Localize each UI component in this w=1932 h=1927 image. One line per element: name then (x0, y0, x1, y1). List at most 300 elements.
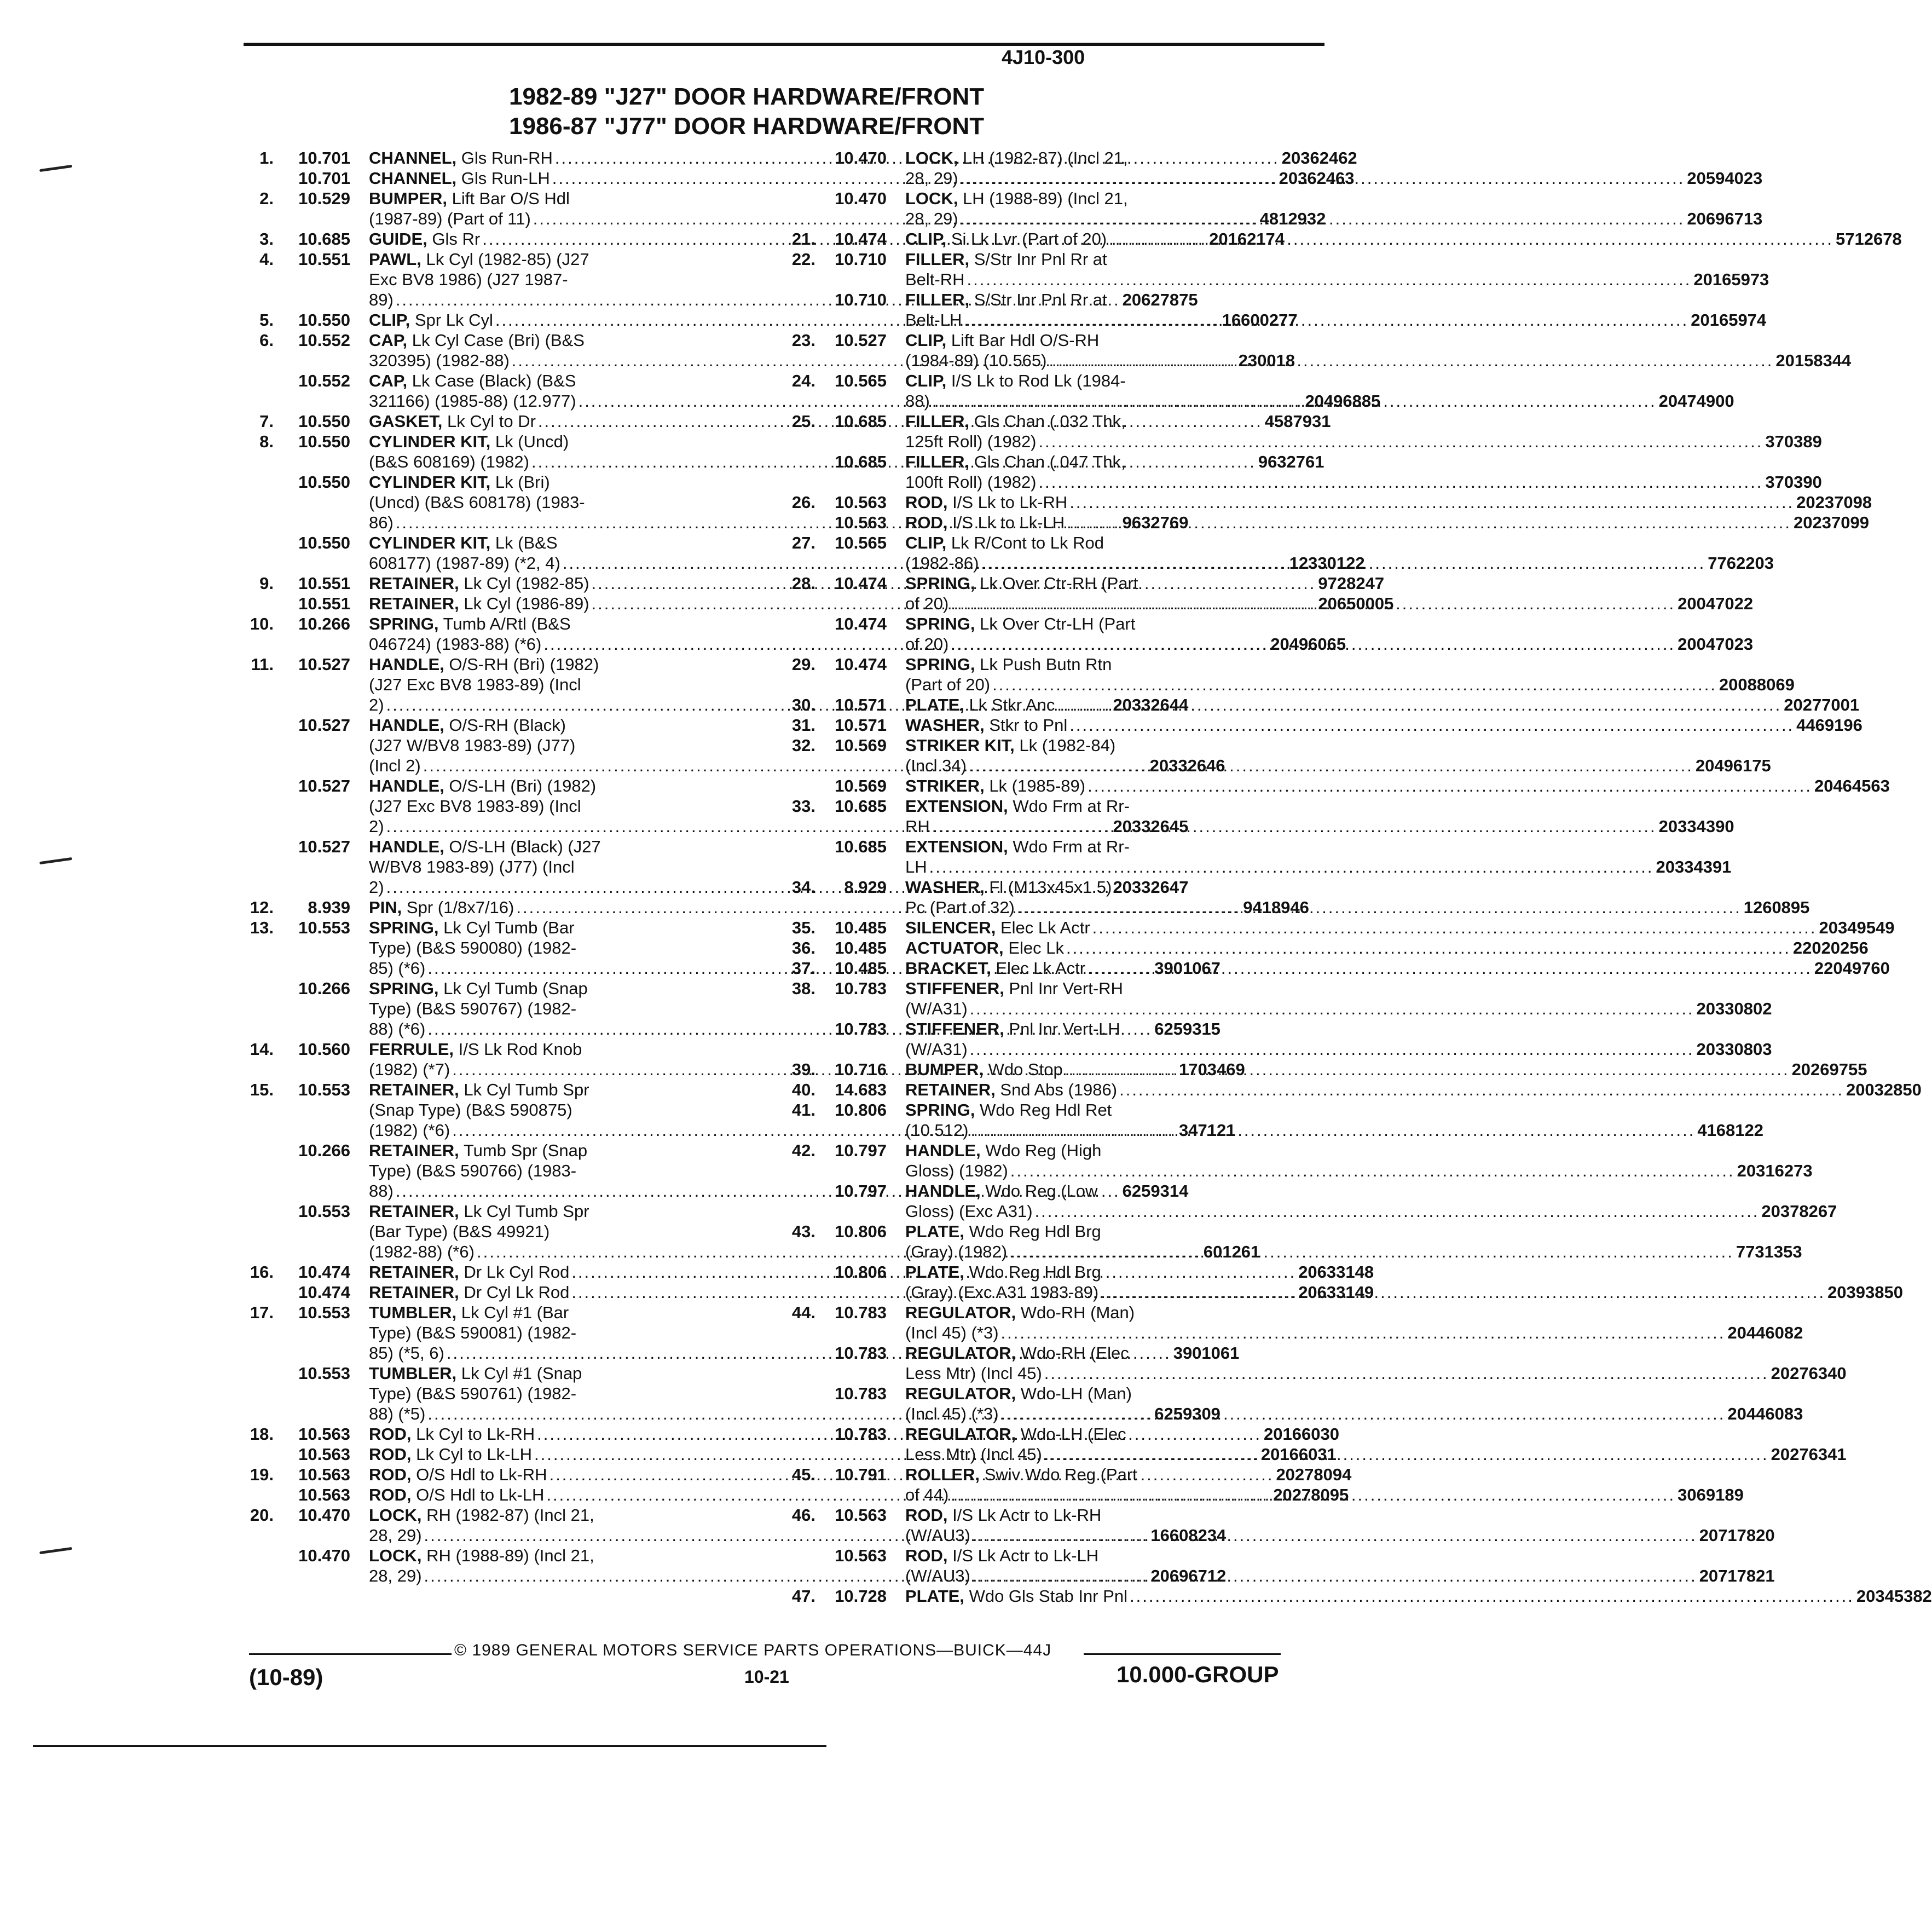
description-line (905, 573, 1753, 593)
part-entry (772, 1383, 1803, 1424)
part-description (905, 533, 1774, 573)
part-name: BUMPER, (369, 189, 447, 208)
description-line (905, 1566, 1775, 1586)
spacer (887, 978, 905, 1019)
description-line (905, 836, 1731, 857)
item-number: 9. (259, 574, 274, 593)
spacer (350, 310, 369, 330)
item-number (230, 533, 274, 573)
group-number: 10.485 (835, 938, 887, 957)
item-number: 44. (791, 1303, 815, 1322)
group-number: 10.571 (835, 695, 887, 714)
item-number: 16. (250, 1262, 274, 1282)
part-number: 20165974 (1691, 310, 1767, 330)
description-text (369, 452, 529, 472)
item-number: 1. (259, 148, 274, 168)
description-text (905, 310, 962, 330)
part-description (905, 654, 1795, 695)
part-name: CAP, (369, 371, 408, 390)
spacer (887, 877, 905, 918)
description-line (905, 1059, 1867, 1080)
group-number: 10.563 (298, 1485, 350, 1504)
group-number: 10.551 (298, 574, 350, 593)
part-entry (772, 1302, 1803, 1343)
spacer (887, 249, 905, 290)
description-text (905, 1485, 948, 1505)
description-text (369, 755, 421, 776)
description-detail: Lk Cyl Tumb Spr (464, 1202, 589, 1221)
part-entry (772, 1545, 1775, 1586)
description-line (905, 188, 1762, 209)
group-number: 10.553 (298, 1303, 350, 1322)
item-number: 45. (791, 1465, 815, 1484)
description-text (369, 331, 585, 350)
item-number: 7. (259, 412, 274, 431)
item-number (230, 1363, 274, 1424)
description-text (369, 1282, 569, 1302)
description-detail: 28, 29) (905, 169, 958, 188)
description-text (905, 938, 1064, 958)
part-name: RETAINER, (369, 1141, 459, 1160)
group-number: 10.569 (835, 736, 887, 755)
description-detail: 28, 29) (369, 1526, 422, 1545)
item-number: 46. (791, 1505, 815, 1525)
part-name: BUMPER, (905, 1060, 984, 1079)
description-line (905, 1262, 1903, 1282)
description-text (905, 655, 1112, 674)
description-detail: (J27 Exc BV8 1983-89) (Incl (369, 797, 581, 816)
description-line (905, 1039, 1772, 1059)
group-number: 10.527 (298, 776, 350, 795)
description-text (905, 472, 1037, 492)
description-detail: of 44) (905, 1485, 949, 1504)
description-detail: Wdo Reg Hdl Ret (980, 1100, 1112, 1120)
leader-dots (961, 209, 1685, 229)
part-name: SPRING, (905, 574, 975, 593)
part-description (905, 1343, 1847, 1383)
description-text (369, 553, 560, 573)
description-text (369, 655, 599, 674)
part-number: 20332645 (1113, 817, 1189, 836)
item-number (230, 1444, 274, 1464)
description-text (369, 837, 601, 856)
part-name: HANDLE, (369, 837, 444, 856)
part-name: PLATE, (905, 695, 964, 714)
description-text (369, 1566, 422, 1586)
description-text (905, 1262, 1101, 1282)
spacer (887, 1019, 905, 1059)
description-text (905, 958, 1085, 978)
item-number (230, 1485, 274, 1505)
description-text (905, 350, 1047, 371)
group-number: 8.939 (308, 898, 350, 917)
description-detail: O/S Hdl to Lk-LH (416, 1485, 545, 1504)
item-number: 36. (791, 938, 815, 957)
item-number: 37. (791, 959, 815, 978)
part-name: HANDLE, (905, 1181, 981, 1201)
description-text (369, 1343, 444, 1363)
description-text (369, 675, 581, 694)
part-number: 16608234 (1150, 1526, 1227, 1545)
spacer (350, 1262, 369, 1282)
item-number: 26. (791, 493, 815, 512)
part-name: WASHER, (905, 716, 985, 735)
part-name: SPRING, (369, 918, 439, 937)
group-number: 10.783 (835, 1424, 887, 1444)
description-detail: O/S-RH (Bri) (1982) (449, 655, 599, 674)
item-number (772, 1262, 815, 1302)
part-description (905, 918, 1894, 938)
group-number: 10.527 (298, 716, 350, 735)
description-detail: Lk Cyl (1982-85) (J27 (426, 250, 589, 269)
spacer (350, 533, 369, 573)
description-line (905, 371, 1734, 391)
description-text (905, 634, 948, 654)
description-text (369, 472, 550, 492)
part-description (905, 452, 1822, 492)
part-number: 20332644 (1113, 695, 1189, 714)
description-line (905, 1161, 1813, 1181)
description-detail: (Gray) (1982) (905, 1242, 1008, 1261)
leader-dots (1130, 1586, 1854, 1606)
description-detail: O/S Hdl to Lk-RH (416, 1465, 547, 1484)
spacer (350, 654, 369, 715)
description-detail: I/S Lk Actr to Lk-RH (952, 1505, 1102, 1525)
top-rule (244, 43, 1324, 46)
item-number: 23. (791, 331, 815, 350)
group-number: 10.783 (835, 979, 887, 998)
part-number: 3901067 (1154, 959, 1220, 978)
description-detail: Lk Cyl Case (Bri) (B&S (412, 331, 585, 350)
group-number: 10.266 (298, 1141, 350, 1160)
scan-mark (39, 857, 72, 864)
spacer (350, 1444, 369, 1464)
part-name: ROD, (369, 1485, 412, 1504)
description-text (905, 1303, 1135, 1322)
item-number (230, 978, 274, 1039)
description-text (905, 797, 1130, 816)
group-number: 10.783 (835, 1019, 887, 1038)
description-detail: (Incl 45) (*3) (905, 1404, 999, 1423)
part-description (905, 290, 1766, 330)
description-detail: Lk Cyl #1 (Snap (461, 1364, 582, 1383)
leader-dots (981, 553, 1705, 573)
description-text (369, 797, 581, 816)
description-line (905, 512, 1869, 533)
description-detail: 046724) (1983-88) (*6) (369, 634, 542, 654)
part-number: 20474900 (1658, 391, 1734, 411)
item-number: 31. (791, 716, 815, 735)
description-detail: Gloss) (1982) (905, 1161, 1008, 1180)
part-number: 20446083 (1727, 1404, 1803, 1423)
part-number: 7731353 (1736, 1242, 1802, 1261)
part-number: 3069189 (1678, 1485, 1744, 1504)
spacer (887, 1262, 905, 1302)
part-entry (772, 512, 1869, 533)
description-text (369, 1323, 576, 1342)
part-name: RETAINER, (369, 1202, 459, 1221)
description-text (369, 1141, 587, 1160)
description-detail: (B&S 608169) (1982) (369, 452, 529, 471)
description-detail: Elec Lk Actr (996, 959, 1086, 978)
part-number: 20334390 (1658, 817, 1734, 836)
description-detail: Pc (Part of 32) (905, 898, 1015, 917)
part-name: SPRING, (369, 979, 439, 998)
item-number: 13. (250, 918, 274, 937)
part-name: CHANNEL, (369, 169, 457, 188)
description-text (905, 412, 1126, 431)
leader-dots (970, 1120, 1695, 1140)
group-number: 10.701 (298, 169, 350, 188)
item-number (230, 1140, 274, 1201)
spacer (350, 411, 369, 431)
part-number: 3901061 (1173, 1343, 1240, 1363)
group-number: 10.701 (298, 148, 350, 168)
description-text (905, 431, 1037, 452)
description-detail: Lk (Uncd) (495, 432, 569, 451)
description-line (905, 1201, 1837, 1221)
description-text (905, 674, 990, 695)
spacer (887, 188, 905, 229)
description-text (905, 1444, 1042, 1464)
description-text (369, 1384, 576, 1403)
group-number: 10.797 (835, 1141, 887, 1160)
part-name: CAP, (369, 331, 408, 350)
description-text (905, 897, 1015, 918)
description-line (905, 1586, 1932, 1606)
group-number: 10.685 (835, 452, 887, 471)
group-number: 10.716 (835, 1060, 887, 1079)
description-detail: Dr Lk Cyl Rod (464, 1262, 570, 1282)
part-name: RETAINER, (905, 1080, 996, 1099)
leader-dots (964, 310, 1688, 330)
description-line (905, 1485, 1744, 1505)
description-detail: (1982) (*6) (369, 1121, 450, 1140)
part-name: STRIKER, (905, 776, 985, 795)
part-name: SPRING, (905, 614, 975, 633)
part-entry (772, 978, 1772, 1019)
part-number: 20633148 (1298, 1262, 1374, 1282)
description-detail: Wdo Stop (988, 1060, 1063, 1079)
part-number: 20464563 (1814, 776, 1890, 795)
part-name: RETAINER, (369, 1080, 459, 1099)
group-number: 10.685 (835, 797, 887, 816)
part-number: 20393850 (1827, 1283, 1903, 1302)
group-number: 10.550 (298, 310, 350, 330)
part-number: 230018 (1238, 351, 1295, 370)
item-number: 17. (250, 1303, 274, 1322)
description-detail: I/S Lk to Rod Lk (1984- (951, 371, 1126, 390)
description-detail: Type) (B&S 590081) (1982- (369, 1323, 577, 1342)
item-number (772, 148, 815, 188)
group-number: 10.527 (298, 837, 350, 856)
description-line (905, 269, 1769, 290)
description-detail: I/S Lk Rod Knob (458, 1040, 582, 1059)
item-number (772, 1019, 815, 1059)
group-number: 10.470 (298, 1546, 350, 1565)
description-text (369, 209, 531, 229)
leader-dots (1057, 695, 1781, 715)
spacer (887, 573, 905, 614)
description-line (905, 918, 1894, 938)
description-text (369, 614, 571, 633)
part-number: 12330122 (1289, 553, 1365, 573)
spacer (887, 1100, 905, 1140)
description-detail: Wdo-LH (Man) (1020, 1384, 1132, 1403)
spacer (350, 330, 369, 371)
description-text (369, 533, 558, 552)
description-detail: Wdo-LH (Elec (1020, 1424, 1126, 1444)
leader-dots (1017, 897, 1742, 918)
description-text (369, 189, 570, 208)
description-detail: Snd Abs (1986) (1000, 1080, 1118, 1099)
description-text (905, 1404, 999, 1424)
description-line (905, 411, 1822, 431)
part-number: 20496885 (1305, 391, 1381, 411)
description-detail: Pnl Inr Vert-RH (1009, 979, 1123, 998)
description-detail: Tumb Spr (Snap (463, 1141, 588, 1160)
description-detail: Wdo Reg Hdl Brg (969, 1222, 1101, 1241)
description-detail: Less Mtr) (Incl 45) (905, 1445, 1042, 1464)
leader-dots (1065, 1059, 1790, 1080)
part-number: 22049760 (1814, 959, 1890, 978)
description-text (905, 168, 958, 188)
part-number: 20047022 (1678, 594, 1754, 613)
part-name: CHANNEL, (369, 148, 457, 168)
part-name: RETAINER, (369, 1262, 459, 1282)
group-number: 10.783 (835, 1384, 887, 1403)
spacer (887, 715, 905, 735)
item-number (772, 614, 815, 654)
description-detail: of 20) (905, 634, 949, 654)
description-text (369, 493, 585, 512)
part-name: ROD, (369, 1424, 412, 1444)
group-number: 10.529 (298, 189, 350, 208)
description-detail: 320395) (1982-88) (369, 351, 510, 370)
part-name: HANDLE, (369, 655, 444, 674)
spacer (887, 371, 905, 411)
group-number: 10.563 (298, 1465, 350, 1484)
leader-dots (973, 1566, 1697, 1586)
spacer (350, 249, 369, 310)
description-line (905, 431, 1822, 452)
group-number: 10.552 (298, 371, 350, 390)
description-text (905, 1039, 968, 1059)
description-detail: 2) (369, 817, 384, 836)
item-number (230, 472, 274, 533)
description-line (905, 1505, 1775, 1525)
part-description (905, 1545, 1775, 1586)
spacer (350, 148, 369, 168)
spacer (350, 836, 369, 897)
description-detail: Dr Cyl Lk Rod (464, 1283, 570, 1302)
description-text (369, 958, 425, 978)
part-entry (772, 1100, 1764, 1140)
description-detail: 321166) (1985-88) (12.977) (369, 391, 576, 411)
part-description (905, 1059, 1867, 1080)
description-text (905, 269, 965, 290)
part-name: ROD, (369, 1445, 412, 1464)
description-text (905, 452, 1126, 471)
leader-dots (969, 755, 1693, 776)
description-text (905, 492, 1067, 512)
description-detail: 85) (*6) (369, 959, 426, 978)
description-detail: Elec Lk (1008, 938, 1064, 957)
page-title-j77: 1986-87 "J77" DOOR HARDWARE/FRONT (509, 113, 985, 140)
description-detail: O/S-LH (Black) (J27 (449, 837, 601, 856)
description-detail: Gloss) (Exc A31) (905, 1202, 1033, 1221)
part-name: STRIKER KIT, (905, 736, 1015, 755)
part-name: REGULATOR, (905, 1384, 1016, 1403)
description-detail: Lift Bar O/S Hdl (452, 189, 570, 208)
item-number: 27. (791, 533, 815, 552)
part-description (905, 1505, 1775, 1545)
item-number: 25. (791, 412, 815, 431)
part-entry (772, 836, 1732, 877)
description-line (905, 1444, 1847, 1464)
description-detail: (Snap Type) (B&S 590875) (369, 1100, 572, 1120)
description-text (905, 1282, 1098, 1302)
description-text (905, 614, 1135, 633)
part-number: 20334391 (1656, 857, 1732, 876)
description-detail: Wdo Frm at Rr- (1013, 837, 1130, 856)
item-number (772, 512, 815, 533)
description-line (905, 715, 1862, 735)
part-number: 9728247 (1318, 574, 1385, 593)
part-number: 20332647 (1113, 878, 1189, 897)
description-detail: Type) (B&S 590080) (1982- (369, 938, 577, 957)
part-number: 20378267 (1761, 1202, 1837, 1221)
part-number: 20330803 (1696, 1040, 1772, 1059)
description-text (905, 1384, 1132, 1403)
description-text (369, 1525, 422, 1545)
part-name: FILLER, (905, 250, 970, 269)
description-text (369, 593, 589, 614)
description-detail: Lk Stkr Anc (969, 695, 1055, 714)
part-number: 20277001 (1784, 695, 1860, 714)
description-line (905, 1363, 1847, 1383)
part-description (905, 411, 1822, 452)
description-detail: (W/A31) (905, 999, 968, 1018)
spacer (887, 654, 905, 695)
description-line (905, 1525, 1775, 1545)
description-line (905, 816, 1734, 836)
group-number: 10.783 (835, 1343, 887, 1363)
description-detail: Lk Cyl to Lk-LH (416, 1445, 533, 1464)
description-text (369, 1485, 544, 1505)
group-number: 10.551 (298, 250, 350, 269)
description-line (905, 857, 1731, 877)
leader-dots (1109, 229, 1833, 249)
group-number: 10.527 (298, 655, 350, 674)
part-name: TUMBLER, (369, 1303, 457, 1322)
part-description (905, 1100, 1763, 1140)
spacer (887, 1343, 905, 1383)
description-text (369, 634, 541, 654)
item-number: 30. (791, 695, 815, 714)
item-number: 14. (250, 1040, 274, 1059)
description-detail: (Part of 20) (905, 675, 991, 694)
group-number: 10.553 (298, 1364, 350, 1383)
part-number: 20717821 (1699, 1566, 1775, 1585)
group-number: 10.806 (835, 1100, 887, 1120)
description-detail: Type) (B&S 590767) (1982- (369, 999, 577, 1018)
item-number (230, 371, 274, 411)
part-description (905, 330, 1851, 371)
part-number: 370390 (1765, 472, 1822, 492)
part-name: RETAINER, (369, 594, 459, 613)
item-number: 35. (791, 918, 815, 937)
